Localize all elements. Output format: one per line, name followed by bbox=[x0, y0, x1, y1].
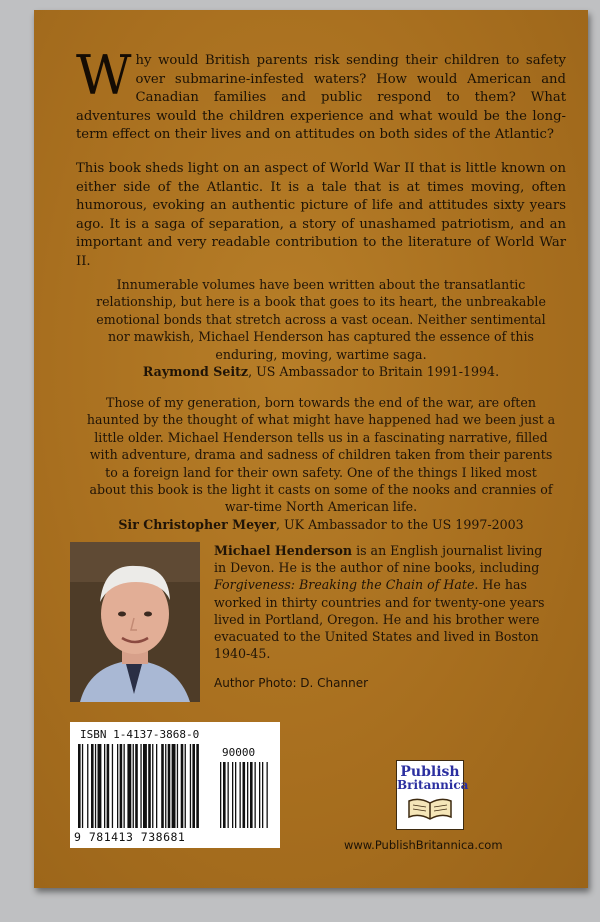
endorsement-attribution bbox=[86, 363, 556, 380]
drop-cap: W bbox=[76, 44, 132, 107]
back-cover bbox=[34, 10, 588, 888]
logo-line-1: Publish bbox=[400, 764, 460, 780]
endorser-title: , UK Ambassador to the US 1997-2003 bbox=[276, 516, 524, 532]
endorser-name: Raymond Seitz bbox=[142, 364, 249, 380]
blurb-paragraph-1-text: hy would British parents risk sending their children to safety over submarine-infested waters? How would American and Canadian families and public respond to them? What adventures would the children experience and what would be the long-term effect on their lives and on attitudes on both sides of the Atlantic? bbox=[76, 53, 566, 143]
isbn-number: ISBN 1-4137-3868-0 bbox=[80, 728, 200, 741]
endorsement-quote: Those of my generation, born towards the end of the war, are often haunted by the thought of what might have happened had we been just a little older. Michael Henderson tells us in a fascinating narrative, filled with adventure, drama and sadness of children taken from their parents to a foreign land for their own safety. One of the things I liked most about this book is the light it casts on some of the nooks and crannies of war-time North American life. bbox=[86, 395, 556, 515]
endorsement-meyer bbox=[86, 394, 556, 533]
endorsement-seitz bbox=[86, 276, 556, 380]
price-code: 90000 bbox=[222, 746, 256, 759]
author-photo bbox=[70, 542, 200, 702]
isbn-barcode bbox=[70, 722, 280, 848]
photo-credit: Author Photo: D. Channer bbox=[214, 676, 369, 690]
author-bio-text-1: is an English journalist living in Devon. He is the author of nine books, including bbox=[214, 543, 543, 576]
open-book-icon bbox=[405, 795, 455, 821]
blurb-paragraph-1 bbox=[76, 44, 566, 145]
publisher-website[interactable]: www.PublishBritannica.com bbox=[344, 838, 503, 852]
author-name: Michael Henderson bbox=[214, 543, 353, 558]
author-book-title: Forgiveness: Breaking the Chain of Hate bbox=[214, 577, 475, 593]
author-bio bbox=[214, 542, 554, 662]
publisher-logo[interactable] bbox=[396, 760, 469, 830]
endorsement-quote: Innumerable volumes have been written about the transatlantic relationship, but here is a book that goes to its heart, the unbreakable emotional bonds that stretch across a vast ocean. Neither sentimental nor mawkish, Michael Henderson has captured the essence of this enduring, moving, wartime saga. bbox=[96, 277, 546, 362]
endorser-title: , US Ambassador to Britain 1991-1994. bbox=[248, 364, 500, 380]
logo-line-2: Britannica bbox=[397, 778, 469, 792]
ean-digits: 9 781413 738681 bbox=[74, 830, 186, 844]
blurb-paragraph-2: This book sheds light on an aspect of World War II that is little known on either side of the Atlantic. It is a tale that is at times moving, often humorous, evoking an authentic picture of life and attitudes sixty years ago. It is a saga of separation, a story of unashamed patriotism, and an important and very readable contribution to the literature of World War II. bbox=[76, 161, 566, 269]
author-bio-text-2: . He has worked in thirty countries and for twenty-one years lived in Portland, Oregon. He and his brother were evacuated to the United States and lived in Boston 1940-45. bbox=[214, 577, 545, 662]
endorser-name: Sir Christopher Meyer bbox=[118, 516, 277, 532]
endorsement-attribution bbox=[86, 516, 556, 533]
